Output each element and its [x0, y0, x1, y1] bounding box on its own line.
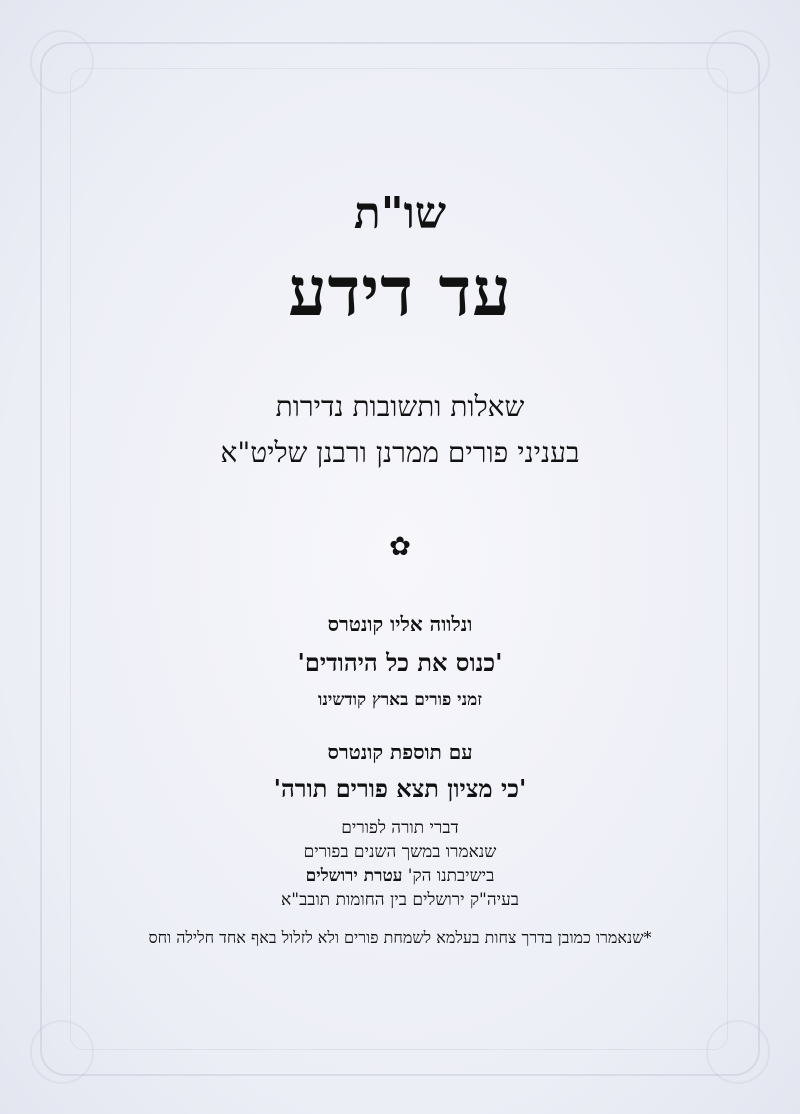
kuntres-2-line-2: שנאמרו במשך השנים בפורים — [303, 842, 497, 862]
subtitle-line-2: בעניני פורים ממרנן ורבנן שליט"א — [220, 436, 580, 469]
addition-line: עם תוספת קונטרס — [327, 740, 473, 764]
yeshiva-prefix: בישיבתנו הק' — [402, 866, 495, 886]
kuntres-2-line-4: בעיה"ק ירושלים בין החומות תובב"א — [281, 890, 519, 910]
book-acronym: שו"ת — [353, 188, 447, 239]
yeshiva-name: עטרת ירושלים — [305, 866, 403, 886]
accompanied-line: ונלווה אליו קונטרס — [327, 612, 473, 636]
kuntres-2-line-1: דברי תורה לפורים — [341, 818, 459, 838]
kuntres-2-line-3 — [0, 866, 800, 886]
kuntres-1-subtitle: זמני פורים בארץ קודשינו — [318, 690, 482, 710]
flower-icon: ✿ — [389, 532, 411, 562]
footnote: *שנאמרו כמובן בדרך צחות בעלמא לשמחת פורים ולא לזלול באף אחד חלילה וחס — [148, 928, 652, 947]
kuntres-2-title: 'כי מציון תצא פורים תורה' — [273, 774, 527, 803]
kuntres-1-title: 'כנוס את כל היהודים' — [297, 648, 503, 677]
subtitle-line-1: שאלות ותשובות נדירות — [275, 390, 525, 423]
book-title: עד דידע — [288, 252, 512, 332]
